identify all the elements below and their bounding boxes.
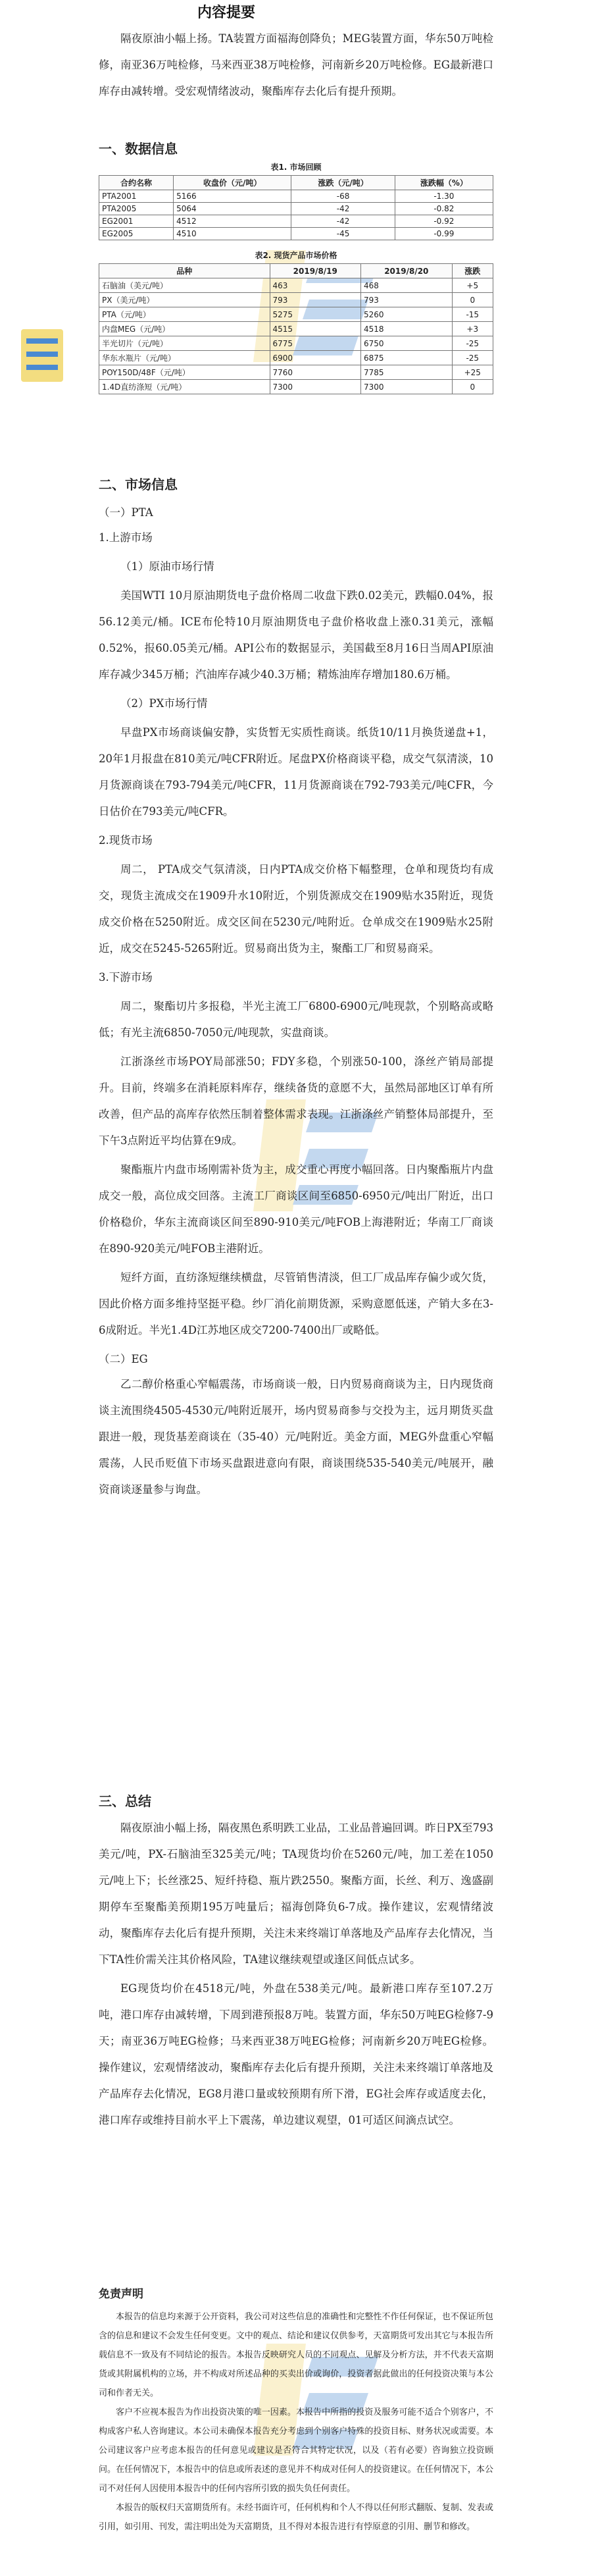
table-cell: -42 [291,215,395,228]
table-cell: 4518 [361,322,453,336]
table-row [99,351,493,365]
table-cell: 793 [361,293,453,307]
doc-title: 内容提要 [197,4,256,21]
table-cell: 6775 [270,336,361,351]
table-row [99,307,493,322]
table-cell: +25 [452,365,493,380]
table-cell: -42 [291,203,395,215]
table-cell: 4515 [270,322,361,336]
crude-heading: （1）原油市场行情 [120,560,214,573]
table-cell: 7300 [361,380,453,394]
table-cell: PTA（元/吨） [99,307,270,322]
table-cell: PX（美元/吨） [99,293,270,307]
table-row [99,365,493,380]
table-cell: -0.92 [395,215,493,228]
table-header: 收盘价（元/吨） [174,176,291,190]
eg-heading: （二）EG [99,1353,148,1365]
conclusion-section [99,1791,493,2136]
upstream-heading: 1.上游市场 [99,531,153,544]
conclusion-text: 隔夜原油小幅上扬，隔夜黑色系明跌工业品，工业品普遍回调。昨日PX至793美元/吨，PX-石脑油至325美元/吨；TA现货均价在5260元/吨，加工差在1050元/吨上下；长丝涨25、短纤持稳、瓶片跌2550。聚酯方面，长丝、利万、逸盛副期停车至聚酯美预期195万吨量后；福海创降负6-7成。操作建议，宏观情绪波动，聚酯库存去化后有提升预期，关注未来终端订单落地及产品库存去化情况，当下TA性价需关注其价格风险，TA建议继续观望或逢区间低点试多。 [99,1822,493,1966]
table-cell: +5 [452,278,493,293]
table-cell: 793 [270,293,361,307]
table-cell: PTA2001 [99,190,174,203]
table-row [99,215,493,228]
table-cell: 5166 [174,190,291,203]
downstream-text: 周二，聚酯切片多报稳，半光主流工厂6800-6900元/吨现款，个别略高或略低；有光主流6850-7050元/吨现款，实盘商谈。 [99,1000,493,1039]
table-header: 2019/8/19 [270,264,361,278]
downstream-text: 聚酯瓶片内盘市场刚需补货为主，成交重心再度小幅回落。日内聚酯瓶片内盘成交一般，高位成交回落。主流工厂商谈区间至6850-6950元/吨出厂附近，出口价格稳价，华东主流商谈区间至890-910美元/吨FOB上海港附近；华南工厂商谈在890-920美元/吨FOB主港附近。 [99,1163,493,1255]
table-cell: 7760 [270,365,361,380]
disclaimer-text: 本报告的信息均来源于公开资料，我公司对这些信息的准确性和完整性不作任何保证，也不保证所包含的信息和建议不会发生任何变更。文中的观点、结论和建议仅供参考，天富期货可发出其它与本报告所载信息不一致及有不同结论的报告。本报告反映研究人员的不同观点、见解及分析方法，并不代表天富期货或其附属机构的立场，并不构成对所述品种的买卖出价或询价，投资者据此做出的任何投资决策与本公司和作者无关。 [99,2312,493,2398]
table-cell: POY150D/48F（元/吨） [99,365,270,380]
table2-caption: 表2. 现货产品市场价格 [255,251,337,260]
table-cell: 1.4D直纺涤短（元/吨） [99,380,270,394]
table-cell: -25 [452,351,493,365]
table-cell: -0.99 [395,228,493,240]
table-cell: 468 [361,278,453,293]
table-cell: 463 [270,278,361,293]
pta-heading: （一）PTA [99,506,153,519]
section-heading-data: 一、数据信息 [99,141,178,157]
table-cell: +3 [452,322,493,336]
table-row [99,228,493,240]
table-cell: 半光切片（元/吨） [99,336,270,351]
disclaimer-text: 本报告的版权归天富期货所有。未经书面许可，任何机构和个人不得以任何形式翻版、复制、发表或引用，如引用、刊发，需注明出处为天富期货，且不得对本报告进行有悖原意的引用、删节和修改。 [99,2503,493,2532]
table-cell: 5064 [174,203,291,215]
table-cell: -15 [452,307,493,322]
data-section [99,138,493,394]
table-cell: PTA2005 [99,203,174,215]
spot-price-table [99,263,493,394]
table-row [99,322,493,336]
section-heading-summary: 三、总结 [99,1793,151,1809]
table-cell: -25 [452,336,493,351]
table-header-row [99,176,493,190]
eg-text: 乙二醇价格重心窄幅震荡，市场商谈一般，日内贸易商商谈为主，日内现货商谈主流围绕4505-4530元/吨附近展开，场内贸易商参与交投为主，远月期货买盘跟进一般，现货基差商谈在（35-40）元/吨附近。美金方面，MEG外盘重心窄幅震荡，人民币贬值下市场买盘跟进意向有限，商谈围绕535-540美元/吨展开，融资商谈逐量参与询盘。 [99,1378,493,1496]
table-cell: EG2001 [99,215,174,228]
table1-caption: 表1. 市场回顾 [270,163,322,172]
crude-text: 美国WTI 10月原油期货电子盘价格周二收盘下跌0.02美元，跌幅0.04%，报56.12美元/桶。ICE布伦特10月原油期货电子盘价格收盘上涨0.31美元，涨幅0.52%，报60.05美元/桶。API公布的数据显示，美国截至8月16日当周API原油库存减少345万桶；汽油库存减少40.3万桶；精炼油库存增加180.6万桶。 [99,589,493,681]
table-header: 合约名称 [99,176,174,190]
table-header-row [99,264,493,278]
downstream-text: 江浙涤丝市场POY局部涨50；FDY多稳，个别涨50-100，涤丝产销局部提升。目前，终端多在消耗原料库存，继续备货的意愿不大，虽然局部地区订单有所改善，但产品的高库存依然压制着整体需求表现。江浙涤丝产销整体局部提升，至下午3点附近平均估算在9成。 [99,1055,493,1147]
px-heading: （2）PX市场行情 [120,697,208,710]
table-cell: -68 [291,190,395,203]
table-cell: 华东水瓶片（元/吨） [99,351,270,365]
summary-text: 隔夜原油小幅上扬。TA装置方面福海创降负；MEG装置方面，华东50万吨检修，南亚36万吨检修，马来西亚38万吨检修，河南新乡20万吨检修。EG最新港口库存由减转增。受宏观情绪波动，聚酯库存去化后有提升预期。 [99,32,493,97]
table-cell: EG2005 [99,228,174,240]
section-heading-market: 二、市场信息 [99,477,178,492]
table-header: 2019/8/20 [361,264,453,278]
table-cell: 7300 [270,380,361,394]
table-cell: 0 [452,293,493,307]
market-info-section [99,474,493,1506]
table-row [99,336,493,351]
table-header: 涨跌 [452,264,493,278]
table-header: 品种 [99,264,270,278]
table-cell: 5275 [270,307,361,322]
table-row [99,380,493,394]
table-cell: 7785 [361,365,453,380]
px-text: 早盘PX市场商谈偏安静，实货暂无实质性商谈。纸货10/11月换货递盘+1，20年1月报盘在810美元/吨CFR附近。尾盘PX价格商谈平稳，成交气氛清淡，10月货源商谈在793-794美元/吨CFR，11月货源商谈在792-793美元/吨CFR，今日估价在793美元/吨CFR。 [99,726,493,818]
table-cell: -45 [291,228,395,240]
table-cell: -0.82 [395,203,493,215]
conclusion-text: EG现货均价在4518元/吨，外盘在538美元/吨。最新港口库存至107.2万吨，港口库存由减转增，下周到港预报8万吨。装置方面，华东50万吨EG检修7-9天；南亚36万吨EG检修；马来西亚38万吨EG检修；河南新乡20万吨EG检修。操作建议，宏观情绪波动，聚酯库存去化后有提升预期，关注未来终端订单落地及产品库存去化情况，EG8月港口量或较预期有所下滑，EG社会库存或适度去化，港口库存或维持目前水平上下震荡，单边建议观望，01可适区间滴点试空。 [99,1982,493,2126]
table-cell: 5260 [361,307,453,322]
downstream-text: 短纤方面，直纺涤短继续横盘，尽管销售清淡，但工厂成品库存偏少或欠货，因此价格方面多维持坚挺平稳。纱厂消化前期货源，采购意愿低迷，产销大多在3-6成附近。半光1.4D江苏地区成交7200-7400出厂或略低。 [99,1271,493,1336]
table-cell: 6900 [270,351,361,365]
table-cell: 内盘MEG（元/吨） [99,322,270,336]
downstream-heading: 3.下游市场 [99,971,153,984]
disclaimer-section [99,2284,493,2537]
table-cell: 6875 [361,351,453,365]
table-row [99,203,493,215]
spot-heading: 2.现货市场 [99,834,153,847]
spot-text: 周二， PTA成交气氛清淡，日内PTA成交价格下幅整理，仓单和现货均有成交，现货主流成交在1909升水10附近，个别货源成交在1909贴水35附近，现货成交价格在5250附近。成交区间在5230元/吨附近。仓单成交在1909贴水25附近，成交在5245-5265附近。贸易商出货为主，聚酯工厂和贸易商采。 [99,863,493,955]
table-cell: 6750 [361,336,453,351]
side-logo-icon [21,329,63,382]
table-header: 涨跌（元/吨） [291,176,395,190]
table-cell: 石脑油（美元/吨） [99,278,270,293]
table-header: 涨跌幅（%） [395,176,493,190]
table-row [99,278,493,293]
table-cell: 4510 [174,228,291,240]
summary-block [99,1,493,107]
table-row [99,190,493,203]
disclaimer-text: 客户不应视本报告为作出投资决策的唯一因素。本报告中所指的投资及服务可能不适合个别客户，不构成客户私人咨询建议。本公司未确保本报告充分考虑到个别客户特殊的投资目标、财务状况或需要。本公司建议客户应考虑本报告的任何意见或建议是否符合其特定状况，以及（若有必要）咨询独立投资顾问。在任何情况下，本报告中的信息或所表述的意见并不构成对任何人的投资建议。在任何情况下，本公司不对任何人因使用本报告中的任何内容所引致的损失负任何责任。 [99,2407,493,2494]
table-row [99,293,493,307]
disclaimer-title: 免责声明 [99,2288,143,2301]
market-review-table [99,175,493,240]
table-cell: -1.30 [395,190,493,203]
table-cell: 0 [452,380,493,394]
table-cell: 4512 [174,215,291,228]
